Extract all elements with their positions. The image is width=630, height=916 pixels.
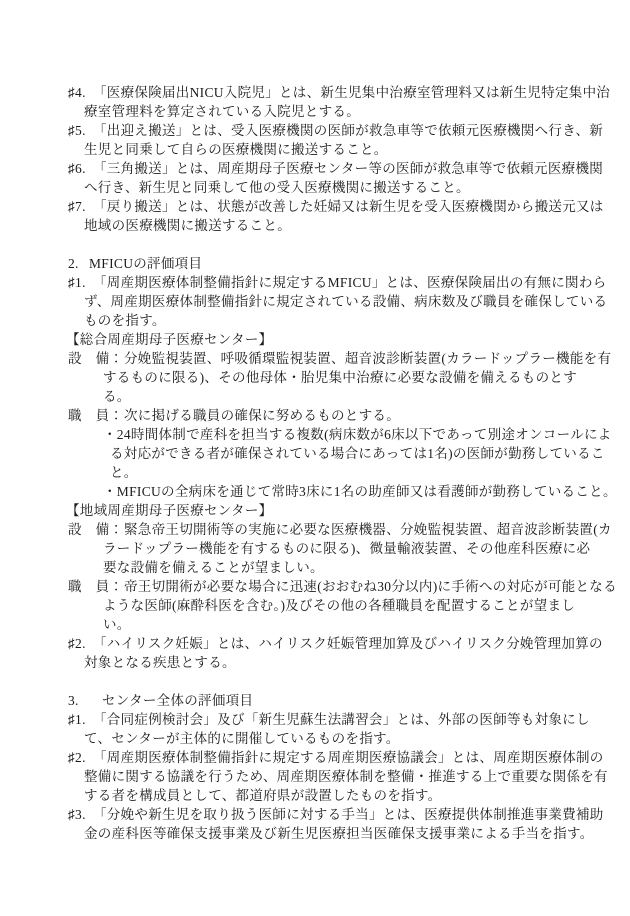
- line-text: するものに限る)、その他母体・胎児集中治療に必要な設備を備えるものとす: [103, 370, 577, 385]
- bracket-heading-chiiki-center: [0, 501, 630, 520]
- item-number: ♯7.: [68, 199, 86, 214]
- line-continuation: [0, 653, 630, 672]
- line-text: 「合同症例検討会」及び「新生児蘇生法講習会」とは、外部の医師等も対象にし: [93, 712, 590, 727]
- facility-label-line: [0, 349, 630, 368]
- line-text: 療室管理料を算定されている入院児とする。: [84, 104, 360, 119]
- facility-label: 設 備：: [68, 351, 124, 366]
- line-continuation: [0, 463, 630, 482]
- blank-line: [0, 672, 630, 691]
- line-continuation: [0, 140, 630, 159]
- definition-item-2: [0, 748, 630, 767]
- line-text: 対象となる疾患とする。: [84, 655, 236, 670]
- item-number: ♯4.: [68, 85, 86, 100]
- line-text: 地域の医療機関に搬送すること。: [84, 218, 291, 233]
- line-continuation: [0, 615, 630, 634]
- staff-label-line: [0, 577, 630, 596]
- line-continuation: [0, 216, 630, 235]
- line-continuation: [0, 539, 630, 558]
- line-text: ような医師(麻酔科医を含む。)及びその他の各種職員を配置することが望まし: [103, 598, 576, 613]
- definition-item-3: [0, 805, 630, 824]
- line-text: 帝王切開術が必要な場合に迅速(おおむね30分以内)に手術への対応が可能となる: [124, 579, 617, 594]
- line-text: い。: [103, 617, 131, 632]
- section-number: 2.: [68, 256, 79, 271]
- line-continuation: [0, 292, 630, 311]
- line-text: ・24時間体制で産科を担当する複数(病床数が6床以下であって別途オンコールによ: [103, 427, 612, 442]
- staff-label: 職 員：: [68, 408, 124, 423]
- line-continuation: [0, 596, 630, 615]
- definition-item-6: [0, 159, 630, 178]
- line-text: 要な設備を備えることが望ましい。: [103, 560, 324, 575]
- line-text: する者を構成員として、都道府県が設置したものを指す。: [84, 788, 442, 803]
- line-text: 【総合周産期母子医療センター】: [66, 332, 273, 347]
- line-text: る対応ができる者が確保されている場合にあっては1名)の医師が勤務しているこ: [110, 446, 605, 461]
- line-text: 「出迎え搬送」とは、受入医療機関の医師が救急車等で依頼元医療機関へ行き、新: [93, 123, 604, 138]
- line-text: ・MFICUの全病床を通じて常時3床に1名の助産師又は看護師が勤務していること。: [103, 484, 617, 499]
- definition-item-1: [0, 710, 630, 729]
- section-number: 3.: [68, 693, 79, 708]
- item-number: ♯2.: [68, 636, 86, 651]
- section-heading-3: [0, 691, 630, 710]
- line-text: と。: [110, 465, 138, 480]
- line-continuation: [0, 786, 630, 805]
- definition-item-5: [0, 121, 630, 140]
- line-text: 「周産期医療体制整備指針に規定する周産期医療協議会」とは、周産期医療体制の: [93, 750, 604, 765]
- line-continuation: [0, 558, 630, 577]
- blank-line: [0, 235, 630, 254]
- line-continuation: [0, 767, 630, 786]
- line-text: へ行き、新生児と同乗して他の受入医療機関に搬送すること。: [84, 180, 470, 195]
- line-text: 「三角搬送」とは、周産期母子医療センター等の医師が救急車等で依頼元医療機関: [93, 161, 604, 176]
- bracket-heading-sogo-center: [0, 330, 630, 349]
- item-number: ♯1.: [68, 712, 86, 727]
- line-text: 「分娩や新生児を取り扱う医師に対する手当」とは、医療提供体制推進事業費補助: [93, 807, 604, 822]
- line-continuation: [0, 824, 630, 843]
- staff-label: 職 員：: [68, 579, 124, 594]
- line-text: 生児と同乗して自らの医療機関に搬送すること。: [84, 142, 388, 157]
- line-text: 整備に関する協議を行うため、周産期医療体制を整備・推進する上で重要な関係を有: [84, 769, 608, 784]
- facility-label: 設 備：: [68, 522, 124, 537]
- line-text: る。: [103, 389, 131, 404]
- staff-label-line: [0, 406, 630, 425]
- item-number: ♯3.: [68, 807, 86, 822]
- definition-item-2: [0, 634, 630, 653]
- line-continuation: [0, 729, 630, 748]
- line-text: 「戻り搬送」とは、状態が改善した妊婦又は新生児を受入医療機関から搬送元又は: [93, 199, 604, 214]
- line-text: 分娩監視装置、呼吸循環監視装置、超音波診断装置(カラードップラー機能を有: [124, 351, 612, 366]
- item-number: ♯2.: [68, 750, 86, 765]
- line-continuation: [0, 444, 630, 463]
- line-text: 金の産科医等確保支援事業及び新生児医療担当医確保支援事業による手当を指す。: [84, 826, 594, 841]
- item-number: ♯1.: [68, 275, 86, 290]
- bullet-line: [0, 425, 630, 444]
- line-text: 「周産期医療体制整備指針に規定するMFICU」とは、医療保険届出の有無に関わら: [93, 275, 607, 290]
- line-text: 緊急帝王切開術等の実施に必要な医療機器、分娩監視装置、超音波診断装置(カ: [124, 522, 612, 537]
- line-text: 次に掲げる職員の確保に努めるものとする。: [124, 408, 400, 423]
- section-title: MFICUの評価項目: [89, 256, 203, 271]
- facility-label-line: [0, 520, 630, 539]
- bullet-line: [0, 482, 630, 501]
- line-continuation: [0, 387, 630, 406]
- line-continuation: [0, 178, 630, 197]
- line-text: 【地域周産期母子医療センター】: [66, 503, 273, 518]
- item-number: ♯5.: [68, 123, 86, 138]
- definition-item-4: [0, 83, 630, 102]
- line-text: 「ハイリスク妊娠」とは、ハイリスク妊娠管理加算及びハイリスク分娩管理加算の: [93, 636, 603, 651]
- definition-item-7: [0, 197, 630, 216]
- line-text: ものを指す。: [84, 313, 166, 328]
- line-continuation: [0, 368, 630, 387]
- definition-item-1: [0, 273, 630, 292]
- line-continuation: [0, 102, 630, 121]
- line-text: ず、周産期医療体制整備指針に規定されている設備、病床数及び職員を確保している: [84, 294, 608, 309]
- section-title: センター全体の評価項目: [102, 693, 254, 708]
- line-continuation: [0, 311, 630, 330]
- line-text: て、センターが主体的に開催しているものを指す。: [84, 731, 400, 746]
- item-number: ♯6.: [68, 161, 86, 176]
- line-text: ラードップラー機能を有するものに限る)、微量輸液装置、その他産科医療に必: [103, 541, 591, 556]
- line-text: 「医療保険届出NICU入院児」とは、新生児集中治療室管理料又は新生児特定集中治: [93, 85, 611, 100]
- section-heading-2: [0, 254, 630, 273]
